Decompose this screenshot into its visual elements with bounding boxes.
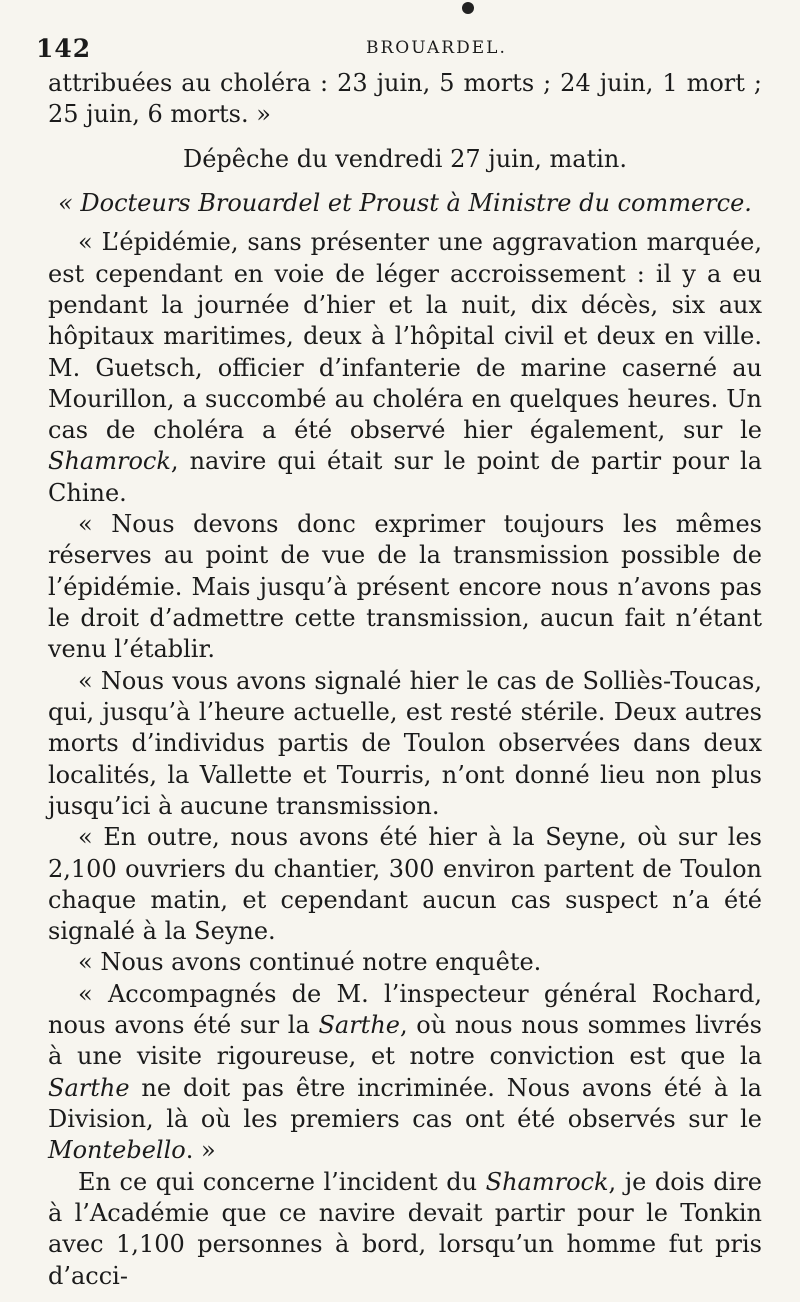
- dispatch-addressee: « Docteurs Brouardel et Proust à Ministre du commerce.: [58, 188, 752, 217]
- dispatch-heading: Dépêche du vendredi 27 juin, matin.: [182, 144, 628, 173]
- page-number: 142: [36, 34, 92, 63]
- paragraph: « En outre, nous avons été hier à la Seyne, où sur les 2,100 ouvriers du chantier, 300 environ partent de Toulon chaque matin, et cependant aucun cas suspect n’a été signalé à la Seyne.: [48, 823, 762, 946]
- paragraph: « Nous vous avons signalé hier le cas de Solliès-Toucas, qui, jusqu’à l’heure actuelle, est resté stérile. Deux autres morts d’individus partis de Toulon observées dans deux localités, la Vallette et Tourris, n’ont donné lieu non plus jusqu’ici à aucune transmission.: [48, 666, 762, 820]
- paragraph: « Nous devons donc exprimer toujours les mêmes réserves au point de vue de la transmission possible de l’épidémie. Mais jusqu’à présent encore nous n’avons pas le droit d’admettre cette transmission, aucun fait n’étant venu l’établir.: [48, 510, 762, 664]
- ink-dot: [462, 2, 474, 14]
- paragraph: « Nous avons continué notre enquête.: [78, 948, 542, 977]
- body-text: [48, 68, 762, 1292]
- paragraph: En ce qui concerne l’incident du Shamrock, je dois dire à l’Académie que ce navire devait partir pour le Tonkin avec 1,100 personnes à bord, lorsqu’un homme fut pris d’acci-: [48, 1167, 763, 1290]
- paragraph: « Accompagnés de M. l’inspecteur général Rochard, nous avons été sur la Sarthe, où nous nous sommes livrés à une visite rigoureuse, et notre conviction est que la Sarthe ne doit pas être incriminée. Nous avons été à la Division, là où les premiers cas ont été observés sur le Montebello. »: [48, 979, 762, 1165]
- running-head: BROUARDEL.: [366, 38, 507, 58]
- paragraph-continuation: attribuées au choléra : 23 juin, 5 morts ; 24 juin, 1 mort ; 25 juin, 6 morts. »: [48, 69, 762, 129]
- paragraph: « L’épidémie, sans présenter une aggravation marquée, est cependant en voie de léger accroissement : il y a eu pendant la journée d’hier et la nuit, dix décès, six aux hôpitaux maritimes, deux à l’hôpital civil et deux en ville. M. Guetsch, officier d’infanterie de marine caserné au Mourillon, a succombé au choléra en quelques heures. Un cas de choléra a été observé hier également, sur le Shamrock, navire qui était sur le point de partir pour la Chine.: [48, 228, 762, 507]
- page-header: [36, 34, 762, 68]
